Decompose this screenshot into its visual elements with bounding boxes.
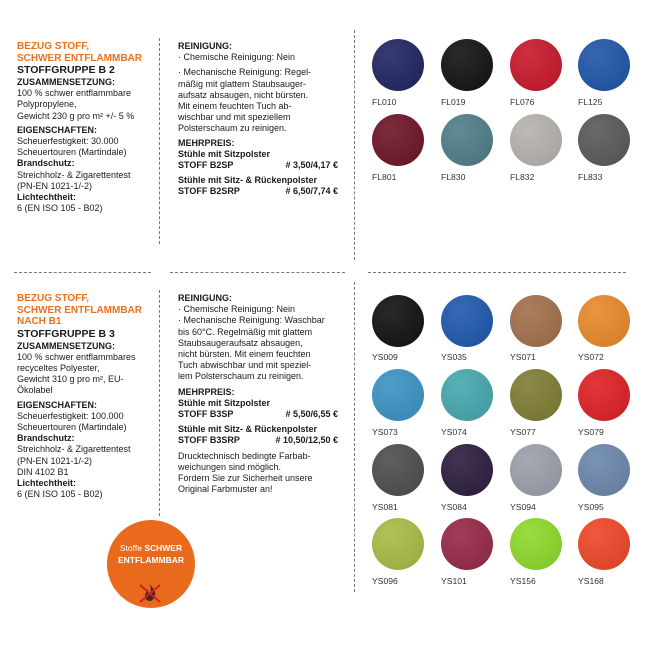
section1-price-1-row bbox=[178, 160, 338, 171]
badge-line1-b: SCHWER bbox=[144, 543, 183, 553]
swatch-fl125 bbox=[578, 39, 630, 91]
section1-cleaning-2: · Mechanische Reinigung: Regel- mäßig mit glattem Staubsauger- aufsatz absaugen, nicht bürsten. Mit einem feuchten Tuch ab- wischbar und mit speziellem Polsterschaum zu reinigen. bbox=[178, 67, 312, 134]
swatch-fl801 bbox=[372, 114, 424, 166]
swatch-fl010 bbox=[372, 39, 424, 91]
swatch-ys096 bbox=[372, 518, 424, 570]
swatch-ys072-code: YS072 bbox=[578, 352, 604, 362]
section1-price-1-value: # 3,50/4,17 € bbox=[285, 160, 338, 171]
section2-price-2-title: Stühle mit Sitz- & Rückenpolster bbox=[178, 424, 318, 435]
swatch-ys101 bbox=[441, 518, 493, 570]
section2-fire-text: Streichholz- & Zigarettentest (PN-EN 1021-1/-2) DIN 4102 B1 bbox=[17, 444, 131, 477]
swatch-ys071 bbox=[510, 295, 562, 347]
section1-price-2-row bbox=[178, 186, 338, 197]
divider-vertical-right-top bbox=[354, 30, 355, 260]
divider-vertical-left-bottom bbox=[159, 290, 160, 516]
swatch-fl019-code: FL019 bbox=[441, 97, 466, 107]
swatch-ys035-code: YS035 bbox=[441, 352, 467, 362]
swatch-fl830 bbox=[441, 114, 493, 166]
section2-title-1: BEZUG STOFF, bbox=[17, 293, 90, 304]
section2-title-3: NACH B1 bbox=[17, 316, 62, 327]
section2-light-text: 6 (EN ISO 105 - B02) bbox=[17, 489, 103, 500]
swatch-ys156-code: YS156 bbox=[510, 576, 536, 586]
section2-composition-label: ZUSAMMENSETZUNG: bbox=[17, 340, 115, 351]
badge-line1-a: Stoffe bbox=[119, 543, 142, 553]
section2-price-1-value: # 5,50/6,55 € bbox=[285, 409, 338, 420]
section1-price-2-code: STOFF B2SRP bbox=[178, 186, 240, 197]
swatch-ys072 bbox=[578, 295, 630, 347]
swatch-ys074-code: YS074 bbox=[441, 427, 467, 437]
swatch-ys156 bbox=[510, 518, 562, 570]
section1-price-2-value: # 6,50/7,74 € bbox=[285, 186, 338, 197]
divider-horizontal-left bbox=[14, 272, 151, 273]
swatch-fl019 bbox=[441, 39, 493, 91]
badge-line1 bbox=[107, 542, 195, 554]
divider-horizontal-right bbox=[368, 272, 626, 273]
divider-vertical-right-bottom bbox=[354, 282, 355, 592]
badge-line2: ENTFLAMMBAR bbox=[117, 555, 185, 565]
section1-cleaning-label: REINIGUNG: bbox=[178, 41, 232, 51]
section2-cleaning-1: · Chemische Reinigung: Nein bbox=[178, 304, 296, 315]
section1-price-2-title: Stühle mit Sitz- & Rückenpolster bbox=[178, 175, 318, 186]
swatch-ys095 bbox=[578, 444, 630, 496]
swatch-ys079 bbox=[578, 369, 630, 421]
flame-retardant-badge bbox=[107, 520, 195, 608]
section2-cleaning-2: · Mechanische Reinigung: Waschbar bis 60°C. Regelmäßig mit glattem Staubsaugeraufsatz absaugen, nicht bürsten. Mit einem feuchten Tuch abwischbar und mit speziel- lem Polsterschaum zu reinigen. bbox=[178, 315, 325, 382]
no-fire-icon bbox=[137, 582, 163, 604]
section2-group: STOFFGRUPPE B 3 bbox=[17, 327, 115, 340]
section2-light-label: Lichtechtheit: bbox=[17, 477, 77, 488]
swatch-fl076 bbox=[510, 39, 562, 91]
swatch-fl010-code: FL010 bbox=[372, 97, 397, 107]
swatch-ys101-code: YS101 bbox=[441, 576, 467, 586]
swatch-ys168 bbox=[578, 518, 630, 570]
section2-info bbox=[17, 293, 157, 500]
swatch-fl833-code: FL833 bbox=[578, 172, 603, 182]
section2-price-1-title: Stühle mit Sitzpolster bbox=[178, 397, 271, 408]
section1-price-label: MEHRPREIS: bbox=[178, 137, 235, 148]
section2-price-2-value: # 10,50/12,50 € bbox=[275, 435, 338, 446]
section2-price-2-row bbox=[178, 435, 338, 446]
section1-cleaning-price bbox=[178, 41, 338, 198]
swatch-ys074 bbox=[441, 369, 493, 421]
swatch-ys073 bbox=[372, 369, 424, 421]
section2-title-2: SCHWER ENTFLAMMBAR bbox=[17, 304, 142, 316]
swatch-fl125-code: FL125 bbox=[578, 97, 603, 107]
swatch-ys094 bbox=[510, 444, 562, 496]
section1-properties-label: EIGENSCHAFTEN: bbox=[17, 124, 98, 135]
swatch-ys081 bbox=[372, 444, 424, 496]
swatch-fl801-code: FL801 bbox=[372, 172, 397, 182]
section2-cleaning-price bbox=[178, 293, 338, 495]
swatch-ys084-code: YS084 bbox=[441, 502, 467, 512]
section1-fire-label: Brandschutz: bbox=[17, 158, 75, 169]
swatch-fl833 bbox=[578, 114, 630, 166]
swatch-fl076-code: FL076 bbox=[510, 97, 535, 107]
section2-price-label: MEHRPREIS: bbox=[178, 386, 235, 397]
swatch-ys084 bbox=[441, 444, 493, 496]
section1-composition-text: 100 % schwer entflammbare Polypropylene, Gewicht 230 g pro m² +/- 5 % bbox=[17, 88, 135, 121]
section1-title-1: BEZUG STOFF, bbox=[17, 41, 90, 52]
section2-price-2-code: STOFF B3SRP bbox=[178, 435, 240, 446]
section2-properties-text: Scheuerfestigkeit: 100.000 Scheuertouren (Martindale) bbox=[17, 410, 127, 432]
swatch-ys009 bbox=[372, 295, 424, 347]
swatch-ys079-code: YS079 bbox=[578, 427, 604, 437]
section2-note: Drucktechnisch bedingte Farbab- weichungen sind möglich. Fordern Sie zur Sicherheit unsere Original Farbmuster an! bbox=[178, 450, 313, 495]
swatch-ys073-code: YS073 bbox=[372, 427, 398, 437]
swatch-ys094-code: YS094 bbox=[510, 502, 536, 512]
divider-horizontal-mid bbox=[170, 272, 345, 273]
section2-price-1-row bbox=[178, 409, 338, 420]
section1-light-text: 6 (EN ISO 105 - B02) bbox=[17, 203, 103, 214]
divider-vertical-left-top bbox=[159, 38, 160, 244]
section1-group: STOFFGRUPPE B 2 bbox=[17, 64, 115, 76]
section2-fire-label: Brandschutz: bbox=[17, 433, 75, 444]
swatch-fl832-code: FL832 bbox=[510, 172, 535, 182]
section1-light-label: Lichtechtheit: bbox=[17, 192, 77, 203]
section2-cleaning-label: REINIGUNG: bbox=[178, 293, 232, 303]
swatch-ys096-code: YS096 bbox=[372, 576, 398, 586]
swatch-ys009-code: YS009 bbox=[372, 352, 398, 362]
section1-cleaning-1: · Chemische Reinigung: Nein bbox=[178, 52, 296, 63]
section1-price-1-title: Stühle mit Sitzpolster bbox=[178, 148, 271, 159]
swatch-ys077-code: YS077 bbox=[510, 427, 536, 437]
swatch-ys071-code: YS071 bbox=[510, 352, 536, 362]
swatch-ys081-code: YS081 bbox=[372, 502, 398, 512]
swatch-fl832 bbox=[510, 114, 562, 166]
swatch-ys168-code: YS168 bbox=[578, 576, 604, 586]
section1-price-1-code: STOFF B2SP bbox=[178, 160, 234, 171]
swatch-ys035 bbox=[441, 295, 493, 347]
section1-info bbox=[17, 41, 157, 214]
section1-composition-label: ZUSAMMENSETZUNG: bbox=[17, 77, 115, 87]
section2-properties-label: EIGENSCHAFTEN: bbox=[17, 399, 98, 410]
section2-composition-text: 100 % schwer entflammbares recyceltes Polyester, Gewicht 310 g pro m², EU- Ökolabel bbox=[17, 351, 136, 396]
section2-price-1-code: STOFF B3SP bbox=[178, 409, 234, 420]
swatch-ys095-code: YS095 bbox=[578, 502, 604, 512]
section1-title-2: SCHWER ENTFLAMMBAR bbox=[17, 52, 142, 64]
section1-properties-text: Scheuerfestigkeit: 30.000 Scheuertouren (Martindale) bbox=[17, 136, 127, 158]
swatch-ys077 bbox=[510, 369, 562, 421]
swatch-fl830-code: FL830 bbox=[441, 172, 466, 182]
section1-fire-text: Streichholz- & Zigarettentest (PN-EN 1021-1/-2) bbox=[17, 169, 131, 191]
